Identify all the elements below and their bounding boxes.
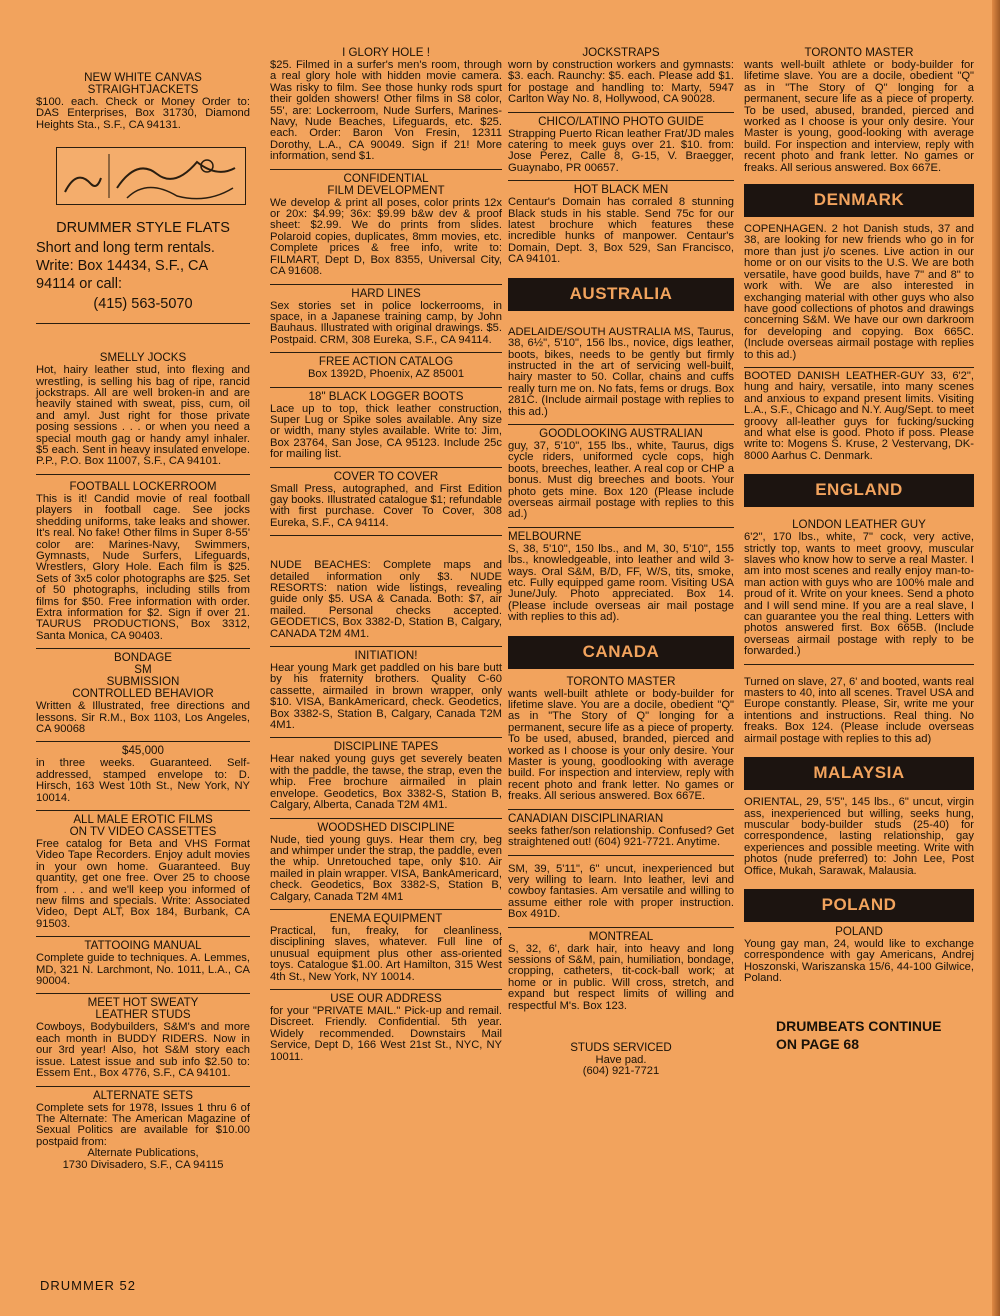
illustration-image xyxy=(56,147,246,205)
classified-ad xyxy=(508,1018,734,1084)
ad-heading: CANADIAN DISCIPLINARIAN xyxy=(508,811,664,825)
ad-heading: FREE ACTION CATALOG xyxy=(318,355,454,369)
classified-ad xyxy=(270,536,502,647)
classified-ad xyxy=(270,738,502,818)
classified-ad xyxy=(744,926,974,991)
ad-body: Young gay man, 24, would like to exchange correspondence with gay Americans, Andrej Hoszonski, Wariszanska 15/6, 44-100 Gilwice, Poland. xyxy=(744,937,974,985)
section-banner-australia: AUSTRALIA xyxy=(508,278,734,311)
classified-ad xyxy=(508,44,734,113)
ad-heading: FOOTBALL LOCKERROOM xyxy=(69,479,217,493)
classified-ad xyxy=(744,44,974,178)
ad-body: Complete sets for 1978, Issues 1 thru 6 of The Alternate: The American Magazine of Sexual Politics are available for $10.00 postpaid from: xyxy=(36,1101,250,1148)
section-banner-england: ENGLAND xyxy=(744,474,974,507)
ad-body: Nude, tied young guys. Hear them cry, beg and whimper under the strap, the paddle, even the whip. Unretouched tape, only $10. Air mailed in plain wrapper. VISA, BankAmericard, check. Geodetics, Box 3382-S, Station B, Calgary, Canada T2M 4M1 xyxy=(270,833,502,903)
illustration-drawing xyxy=(57,148,245,204)
classified-ad xyxy=(36,994,250,1086)
ad-heading: COVER TO COVER xyxy=(333,469,439,483)
ad-heading: ALTERNATE SETS xyxy=(92,1088,194,1102)
ad-body: Strapping Puerto Rican leather Frat/JD males catering to meek guys over 21. $10. from: Jose Perez, Calle 8, G-15, V. Braegger, Guaynabo, PR 00657. xyxy=(508,127,734,174)
continued-notice: DRUMBEATS CONTINUE ON PAGE 68 xyxy=(776,1017,942,1052)
ad-heading: WOODSHED DISCIPLINE xyxy=(317,820,455,834)
classified-ad xyxy=(508,810,734,856)
page-footer: DRUMMER 52 xyxy=(40,1278,136,1293)
ad-heading: MELBOURNE xyxy=(508,529,582,543)
ad-heading: STUDS SERVICED xyxy=(570,1040,672,1054)
ad-body: $25. Filmed in a surfer's men's room, through a real glory hole with hidden movie camera. Was risky to film. See those hunky rods spurt their golden showers! Other films in S8 color, 55', are: Lockerroom, Nude Surfers, Marines-Navy, Nude Beaches, Lifeguards, etc. $25. each. Order: Baron Von Fresin, 12311 Dorothy, L.A., CA 90049. Sign if 21! More information, send $1. xyxy=(270,59,502,163)
classified-ad xyxy=(270,990,502,1069)
ad-body: Have pad. (604) 921-7721 xyxy=(582,1053,660,1078)
ad-body: seeks father/son relationship. Confused? Get straightened out! (604) 921-7721. Anytime. xyxy=(508,824,734,849)
ad-heading: ENEMA EQUIPMENT xyxy=(329,911,443,925)
ad-body: Turned on slave, 27, 6' and booted, wants real masters to 40, into all scenes. Travel USA and Europe constantly. Please, Sir, write me your intentions and instructions. Real thing. No freaks. Box 124. (Please include overseas airmail postage with replies to this ad) xyxy=(744,675,974,745)
ad-body: Box 1392D, Phoenix, AZ 85001 xyxy=(307,368,465,381)
ad-heading: $45,000 xyxy=(122,744,164,758)
ad-heading: USE OUR ADDRESS xyxy=(330,991,442,1005)
classified-ad xyxy=(744,368,974,468)
ad-heading: TORONTO MASTER xyxy=(566,674,676,688)
ad-body: Lace up to top, thick leather construction, Super Lug or Spike soles available. Any size or width, many styles available. Write to: Jim, Box 23764, San Jose, CA 95123. Include 25c for mailing list. xyxy=(270,402,502,461)
ad-body: ORIENTAL, 29, 5'5", 145 lbs., 6" uncut, virgin ass, inexperienced but willing, seeks hung, muscular body-builder studs (25-40) for correspondence, lasting relationship, gay experiences and possible meeting. Write with photos (nude preferred) to: John Lee, Post Office, Mukah, Sarawak, Malausia. xyxy=(744,796,974,877)
classified-ad xyxy=(270,468,502,537)
ad-heading: TATTOOING MANUAL xyxy=(84,939,202,953)
ad-body: Complete guide to techniques. A. Lemmes, MD, 321 N. Larchmont, No. 1011, L.A., CA 90004. xyxy=(36,952,250,988)
ad-heading: MONTREAL xyxy=(588,929,654,943)
ad-heading: HARD LINES xyxy=(351,286,421,300)
classified-ad xyxy=(508,425,734,528)
column-2 xyxy=(270,44,502,1069)
classified-ad xyxy=(36,324,250,475)
ad-body: Sex stories set in police lockerrooms, in space, in a Japanese training camp, by John Bauhaus. Illustrated with original drawings. $5. Postpaid. CRM, 308 Eureka, S.F., CA 94114. xyxy=(270,299,502,346)
classified-ad xyxy=(36,475,250,649)
classified-ad xyxy=(744,221,974,368)
ad-body: wants well-built athlete or body-builder for lifetime slave. You are a docile, obedient "Q" as in "The Story of Q" longing for a permanent, secure life as a piece of property. To be used, abused, branded, pierced and worked as I choose is your only desire. Your Master is young, goodlooking with average build. For inspection and interview, reply with recent photo and frank letter. No games or freaks. All serious answered. Box 667E. xyxy=(508,687,734,803)
classified-ad xyxy=(270,170,502,285)
classified-ad xyxy=(36,44,250,137)
classified-ad xyxy=(270,44,502,170)
phone-number: (415) 563-5070 xyxy=(93,296,193,313)
section-banner-malaysia: MALAYSIA xyxy=(744,757,974,790)
ad-body: NUDE BEACHES: Complete maps and detailed information only $3. NUDE RESORTS: nation wide listings, revealing guide only $5. USA & Canada. Both: $7, air mailed. Personal checks accepted. GEODETICS, Box 3382-D, Station B, Calgary, CANADA T2M 4M1. xyxy=(270,559,502,640)
ad-body: $100. each. Check or Money Order to: DAS Enterprises, Box 31730, Diamond Heights Sta., S.F., CA 94131. xyxy=(36,96,250,131)
ad-heading: DRUMMER STYLE FLATS xyxy=(56,220,230,237)
section-banner-poland: POLAND xyxy=(744,889,974,922)
ad-heading: JOCKSTRAPS xyxy=(582,46,660,59)
ad-heading: SMELLY JOCKS xyxy=(99,351,187,365)
ad-body: Cowboys, Bodybuilders, S&M's and more each month in BUDDY RIDERS. Now in our 3rd year! Also, hot S&M story each issue. Latest issue and sub info $2.50 to: Essem Ent., Box 4776, S.F., CA 94101. xyxy=(36,1021,250,1080)
ad-body: Small Press, autographed, and First Edition gay books. Illustrated catalogue $1; refundable with first purchase. Cover To Cover, 308 Eureka, S.F., CA 94114. xyxy=(270,482,502,529)
ad-body: guy, 37, 5'10", 155 lbs., white, Taurus, digs cycle riders, uniformed cycle cops, high boots, breeches, leather. A real cop or CHP a bonus. Must dig breeches and boots. Your photo gets mine. Box 120 (Please include overseas airmail postage with replies to this ad.) xyxy=(508,439,734,521)
ad-body: Short and long term rentals. Write: Box 14434, S.F., CA 94114 or call: xyxy=(36,240,215,293)
classified-ad xyxy=(36,742,250,811)
column-1 xyxy=(36,44,250,1177)
ad-heading: I GLORY HOLE ! xyxy=(342,46,430,59)
ad-body: S, 38, 5'10", 150 lbs., and M, 30, 5'10", 155 lbs., knowledgeable, into leather and wild 3-ways. Oral S&M, B/D, FF, W/S, tits, smoke, etc. Fully equipped game room. Visiting USA June/July. Photo appreciated. Box 14. (Please include overseas air mail postage with replies to this ad). xyxy=(508,542,734,624)
ad-heading: 18" BLACK LOGGER BOOTS xyxy=(308,389,464,403)
classified-ad xyxy=(36,649,250,742)
classified-ad xyxy=(744,794,974,883)
ad-body: worn by construction workers and gymnasts: $3. each. Raunchy: $5. each. Please add $1. for postage and handling to: Marty, 5947 Carlton Way No. 8, Hollywood, CA 90028. xyxy=(508,59,734,106)
ad-body: S, 32, 6', dark hair, into heavy and long sessions of S&M, pain, humiliation, bondage, cropping, catheters, tit-cock-ball work; at home or in public. Will cross, stretch, and expand but respect limits of willing and respectful M's. Box 123. xyxy=(508,942,734,1012)
ad-heading: INITIATION! xyxy=(354,649,418,663)
section-banner-denmark: DENMARK xyxy=(744,184,974,217)
ad-heading: BONDAGE SM SUBMISSION CONTROLLED BEHAVIOR xyxy=(72,651,214,701)
ad-body: Free catalog for Beta and VHS Format Video Tape Recorders. Enjoy adult movies in your own home. Guaranteed. Buy quantity, get one free. Over 25 to choose from . . . and we'll keep you informed of new films and specials. Write: Associated Video, Dept ALT, Box 184, Burbank, CA 91503. xyxy=(36,838,250,930)
ad-body: SM, 39, 5'11", 6" uncut, inexperienced but very willing to learn. Into leather, levi and cowboy fantasies. Am versatile and willing to assume either role with proper instruction. Box 491D. xyxy=(508,862,734,921)
ad-body: BOOTED DANISH LEATHER-GUY 33, 6'2", hung and hairy, versatile, into many scenes and anxious to expand present limits. Visiting L.A., S.F., Chicago and N.Y. Aug/Sept. to meet groovy all-leather guys for fucking/sucking and what else is good. Photo if poss. Please write to: Mogens S. Kruse, 2 Vestervang, DK-8000 Aarhus C. Denmark. xyxy=(744,369,974,462)
classified-ad xyxy=(36,1087,250,1177)
page-edge-shadow xyxy=(992,0,1000,1316)
ad-address: Alternate Publications, 1730 Divisadero, S.F., CA 94115 xyxy=(62,1147,224,1171)
classified-ad xyxy=(508,528,734,630)
classified-ad xyxy=(508,113,734,182)
ad-body: Hear young Mark get paddled on his bare butt by his fraternity brothers. Quality C-60 cassette, airmailed in brown wrapper, only $10. VISA, BankAmericard, check. Geodetics, Box 3382-S, Station B, Calgary, Canada T2M 4M1. xyxy=(270,662,502,732)
ad-heading: CHICO/LATINO PHOTO GUIDE xyxy=(538,114,704,128)
classified-ad xyxy=(270,285,502,354)
ad-heading: CONFIDENTIAL FILM DEVELOPMENT xyxy=(327,171,445,197)
ad-heading: ALL MALE EROTIC FILMS ON TV VIDEO CASSETTES xyxy=(69,813,217,838)
ad-body: We develop & print all poses, color prints 12x or 20x: $4.99; 36x: $9.99 b&w dev & proof sheet: $2.99. We do prints from slides. Polaroid copies, duplicates, 8mm movies, etc. Complete prices & free info, write to: FILMART, Dept D, Box 8355, Universal City, CA 91608. xyxy=(270,196,502,278)
classified-ad xyxy=(270,910,502,990)
section-banner-canada: CANADA xyxy=(508,636,734,669)
column-4 xyxy=(744,44,974,1053)
classified-ad xyxy=(508,181,734,271)
ad-body: for your "PRIVATE MAIL." Pick-up and remail. Discreet. Friendly. Confidential. 5th year. Widely recommended. Downstairs Mail Service, Dept D, 166 West 21st St., NYC, NY 10011. xyxy=(270,1004,502,1063)
ad-body: 6'2", 170 lbs., white, 7" cock, very active, strictly top, wants to meet groovy, muscular slaves who know how to serve a real Master. I am into most scenes and really enjoy man-to-man action with guys who are 100% male and proud of it. Write on your knees. Send a photo and I will send mine. If you are a real slave, I can guarantee you the real thing. Letters with photos answered first. Box 665B. (Include overseas airmail postage with reply to be forwarded.) xyxy=(744,531,974,658)
ad-heading: HOT BLACK MEN xyxy=(573,183,669,197)
classified-ad xyxy=(36,811,250,937)
ad-heading: TORONTO MASTER xyxy=(804,46,914,59)
ad-heading: LONDON LEATHER GUY xyxy=(792,518,926,532)
ad-body: This is it! Candid movie of real football players in football cage. See jocks shedding uniforms, take leaks and shower. It's real. No fake! Other films in Super 8-55' color are: Marines-Navy, Swimmers, Gymnasts, Nude Surfers, Lifeguards, Wrestlers, Glory Hole. Each film is $25. Sets of 3x5 color photographs are $25. Set of 50 photographs, including stills from films for $50. Free information with order. Extra information for $2. Sign if over 21. TAURUS PRODUCTIONS, Box 3312, Santa Monica, CA 90403. xyxy=(36,492,250,642)
ad-body: Practical, fun, freaky, for cleanliness, disciplining slaves, whatever. Full line of unusual equipment plus other ass-oriented toys. Catalogue $1.00. Art Hamilton, 315 West 4th St., New York, NY 10014. xyxy=(270,924,502,983)
classified-ad xyxy=(270,819,502,910)
ad-heading: GOODLOOKING AUSTRALIAN xyxy=(539,426,703,440)
classified-ad xyxy=(270,647,502,738)
ad-body: ADELAIDE/SOUTH AUSTRALIA MS, Taurus, 38, 6½", 5'10", 156 lbs., novice, digs leather, boots, bikes, needs to be gently but firmly instructed in the art of servicing well-built, hairy master to 50. Collar, chains and cuffs really turn me on. No fats, fems or drugs. Box 281C. (Include airmail postage with replies to this ad.) xyxy=(508,325,734,418)
ad-heading: POLAND xyxy=(835,924,883,938)
column-3 xyxy=(508,44,734,1084)
ad-body: Centaur's Domain has corraled 8 stunning Black studs in his stable. Send 75c for our latest brochure which features these incredible hunks of manpower. Centaur's Domain, Dept. 3, Box 529, San Francisco, CA 94101. xyxy=(508,196,734,266)
classified-ad xyxy=(508,928,734,1018)
ad-heading: DISCIPLINE TAPES xyxy=(333,740,439,754)
classified-ad xyxy=(508,315,734,425)
ad-body: Hear naked young guys get severely beaten with the paddle, the tawse, the strap, even the whip. Free brochure airmailed in plain envelope. Geodetics, Box 3382-S, Station B, Calgary, Alberta, Canada T2M 4M1. xyxy=(270,753,502,812)
ad-body: wants well-built athlete or body-builder for lifetime slave. You are a docile, obedient "Q" as in "The Story of Q" longing for a permanent, secure life as a piece of property. To be used, abused, branded, pierced and worked as I choose is your only desire. Your Master is young, good-looking with average build. For inspection and interview, reply with recent photo and frank letter. No games or freaks. All serious answered. Box 667E. xyxy=(744,59,974,174)
classified-ad xyxy=(508,673,734,810)
ad-body: Hot, hairy leather stud, into flexing and wrestling, is selling his bag of ripe, rancid jockstraps. All are well broken-in and are heavily stained with sweat, piss, cum, oil and amyl. Just right for those private posing sessions . . . or when you need a special mouth gag or handy amyl inhaler. $5 each. Sent in heavy insulated envelope. P.P., P.O. Box 11007, S.F., CA 94101. xyxy=(36,364,250,468)
classified-ad xyxy=(36,937,250,994)
ad-heading: NEW WHITE CANVAS STRAIGHTJACKETS xyxy=(84,71,202,96)
classified-ad xyxy=(270,388,502,468)
classified-ad xyxy=(270,353,502,387)
classified-ad xyxy=(508,856,734,928)
classified-ad xyxy=(744,665,974,751)
classified-ad xyxy=(744,511,974,664)
ad-body: COPENHAGEN. 2 hot Danish studs, 37 and 38, are looking for new friends who go in for more than just j/o scenes. Live action in our home or on our visits to the U.S. We are both versatile, have good builds, have 7" and 8" to work with. We are also interested in exchanging material with other guys who also have good collections of photos and drawings concerning S&M. We have our own darkroom for developing and copying. Box 665C. (Include overseas airmail postage with replies to this ad.) xyxy=(744,223,974,361)
classified-ad xyxy=(36,211,250,324)
ad-heading: MEET HOT SWEATY LEATHER STUDS xyxy=(87,996,199,1022)
ad-body: in three weeks. Guaranteed. Self-addressed, stamped envelope to: D. Hirsch, 163 West 10th St., New York, NY 10014. xyxy=(36,757,250,804)
ad-body: Written & Illustrated, free directions and lessons. Sir R.M., Box 1103, Los Angeles, CA 90068 xyxy=(36,700,250,735)
